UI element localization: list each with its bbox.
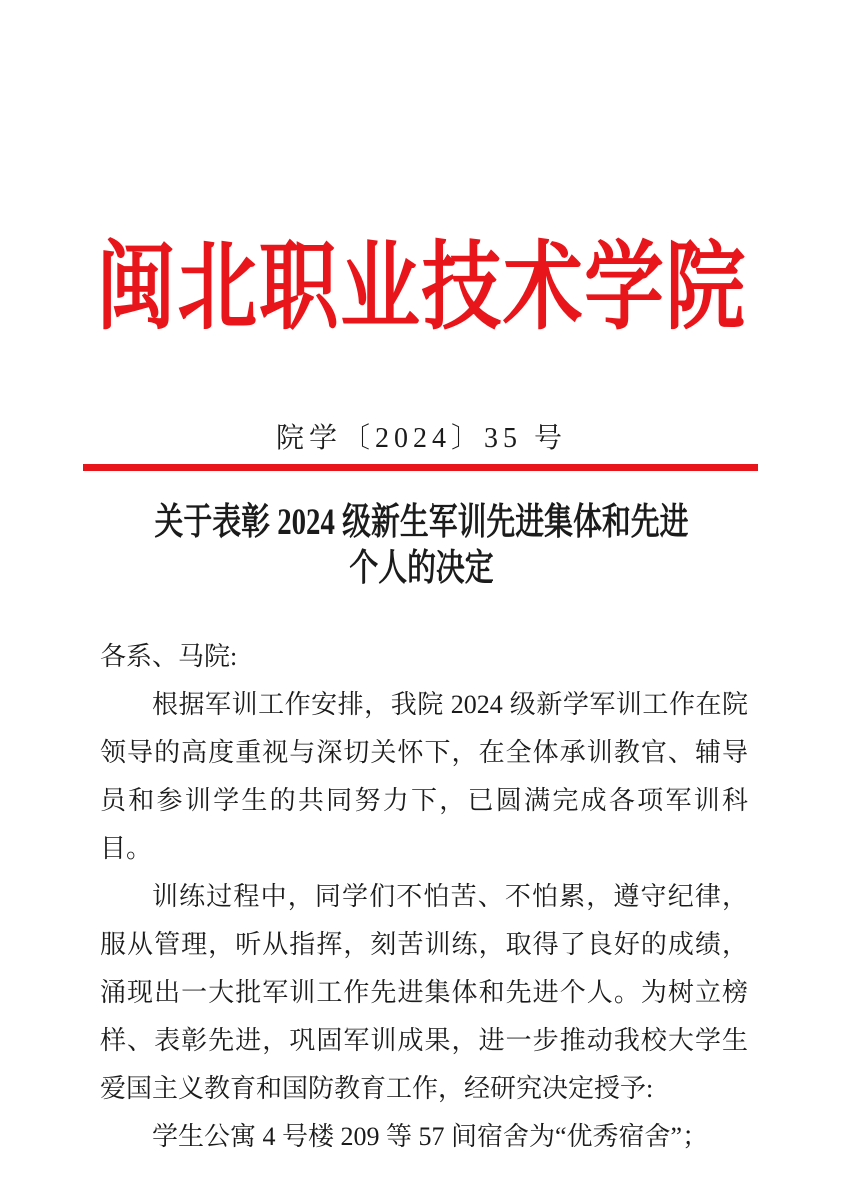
- red-divider-line: [83, 464, 758, 471]
- document-title-line-1: 关于表彰 2024 级新生军训先进集体和先进: [154, 502, 689, 543]
- institution-masthead: 闽北职业技术学院: [96, 234, 747, 341]
- body-paragraph-3: 学生公寓 4 号楼 209 等 57 间宿舍为“优秀宿舍”；: [152, 1122, 709, 1151]
- document-title-line-2: 个人的决定: [349, 548, 494, 589]
- document-title: [93, 500, 751, 592]
- document-reference-number: 院学〔2024〕35 号: [275, 423, 567, 454]
- salutation: 各系、马院:: [100, 642, 238, 671]
- body-paragraph-1: 根据军训工作安排，我院 2024 级新学军训工作在院领导的高度重视与深切关怀下，在全体承训教官、辅导员和参训学生的共同努力下，已圆满完成各项军训科目。: [100, 690, 748, 863]
- body-paragraph-2: 训练过程中，同学们不怕苦、不怕累，遵守纪律，服从管理，听从指挥，刻苦训练，取得了良好的成绩，涌现出一大批军训工作先进集体和先进个人。为树立榜样、表彰先进，巩固军训成果，进一步推动我校大学生爱国主义教育和国防教育工作，经研究决定授予:: [100, 882, 748, 1103]
- document-body: [100, 633, 748, 1161]
